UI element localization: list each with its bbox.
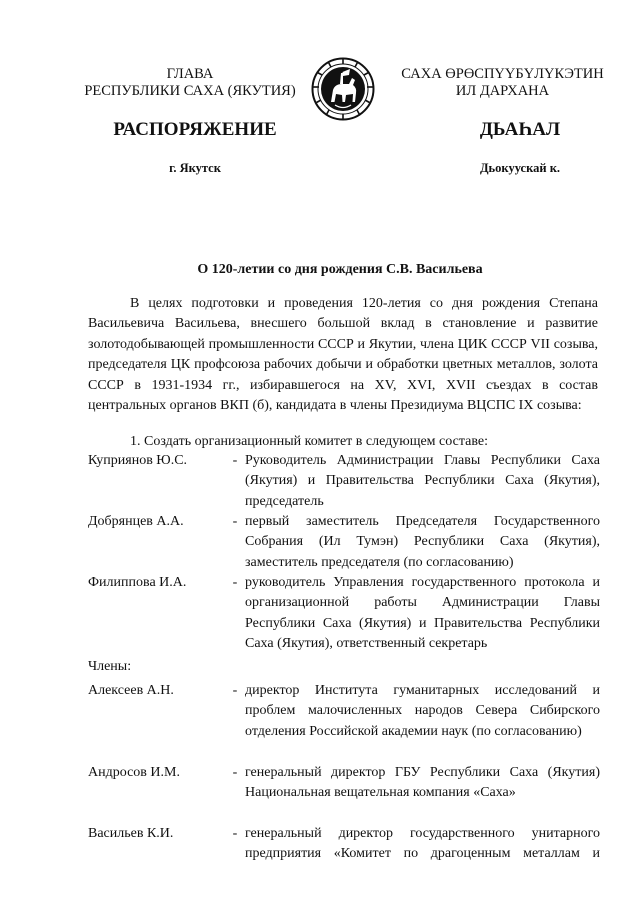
member-description: Руководитель Администрации Главы Республики Саха (Якутия) и Правительства Республики Саха (Якутия), председатель — [245, 453, 600, 509]
member-name: Васильев К.И. — [88, 826, 174, 841]
member-dash: - — [232, 826, 238, 841]
header-right — [385, 66, 620, 100]
point-1: 1. Создать организационный комитет в следующем составе: — [130, 434, 488, 449]
order-title-sakha: ДЬАҺАЛ — [479, 119, 561, 140]
member-name: Добрянцев А.А. — [88, 514, 184, 529]
member-dash: - — [232, 765, 238, 780]
header-left-line1: ГЛАВА — [166, 66, 214, 82]
member-description: руководитель Управления государственного протокола и организационной работы Администрации Главы Республики Саха (Якутия) и Правительства Республики Саха (Якутия), ответственный секретарь — [245, 575, 600, 652]
header-right-line2: ИЛ ДАРХАНА — [455, 83, 550, 99]
city-sakha: Дьокуускай к. — [479, 161, 561, 175]
header-left-line2: РЕСПУБЛИКИ САХА (ЯКУТИЯ) — [84, 83, 296, 99]
member-name: Филиппова И.А. — [88, 575, 187, 590]
member-dash: - — [232, 453, 238, 468]
member-name: Андросов И.М. — [88, 765, 180, 780]
city-ru: г. Якутск — [169, 161, 221, 175]
order-title-ru: РАСПОРЯЖЕНИЕ — [113, 119, 277, 140]
member-description: генеральный директор ГБУ Республики Саха (Якутия) Национальная вещательная компания «Саха» — [245, 765, 600, 801]
document-title: О 120-летии со дня рождения С.В. Васильева — [197, 262, 483, 277]
member-description: генеральный директор государственного унитарного предприятия «Комитет по драгоценным металлам и — [245, 826, 600, 862]
member-dash: - — [232, 575, 238, 590]
member-dash: - — [232, 683, 238, 698]
coat-of-arms-emblem — [311, 57, 375, 121]
member-dash: - — [232, 514, 238, 529]
intro-paragraph: В целях подготовки и проведения 120-летия со дня рождения Степана Васильевича Васильева, внесшего большой вклад в становление и развитие золотодобывающей промышленности СССР и Якутии, члена ЦИК СССР VII созыва, председателя ЦК профсоюза рабочих добычи и обработки цветных металлов, золота СССР в 1931-1934 гг., избиравшегося на XV, XVI, XVII съездах в состав центральных органов ВКП (б), кандидата в члены Президиума ВЦСПС IX созыва: — [88, 296, 598, 414]
header-right-line1: САХА ӨРӨСПҮҮБҮЛҮКЭТИН — [401, 66, 604, 82]
member-description: директор Института гуманитарных исследований и проблем малочисленных народов Севера Сибирского отделения Российской академии наук (по согласованию) — [245, 683, 600, 739]
header-left — [70, 66, 310, 100]
members-label: Члены: — [88, 659, 132, 674]
member-description: первый заместитель Председателя Государственного Собрания (Ил Тумэн) Республики Саха (Якутия), заместитель председателя (по согласованию) — [245, 514, 600, 570]
member-name: Алексеев А.Н. — [88, 683, 174, 698]
member-name: Куприянов Ю.С. — [88, 453, 188, 468]
